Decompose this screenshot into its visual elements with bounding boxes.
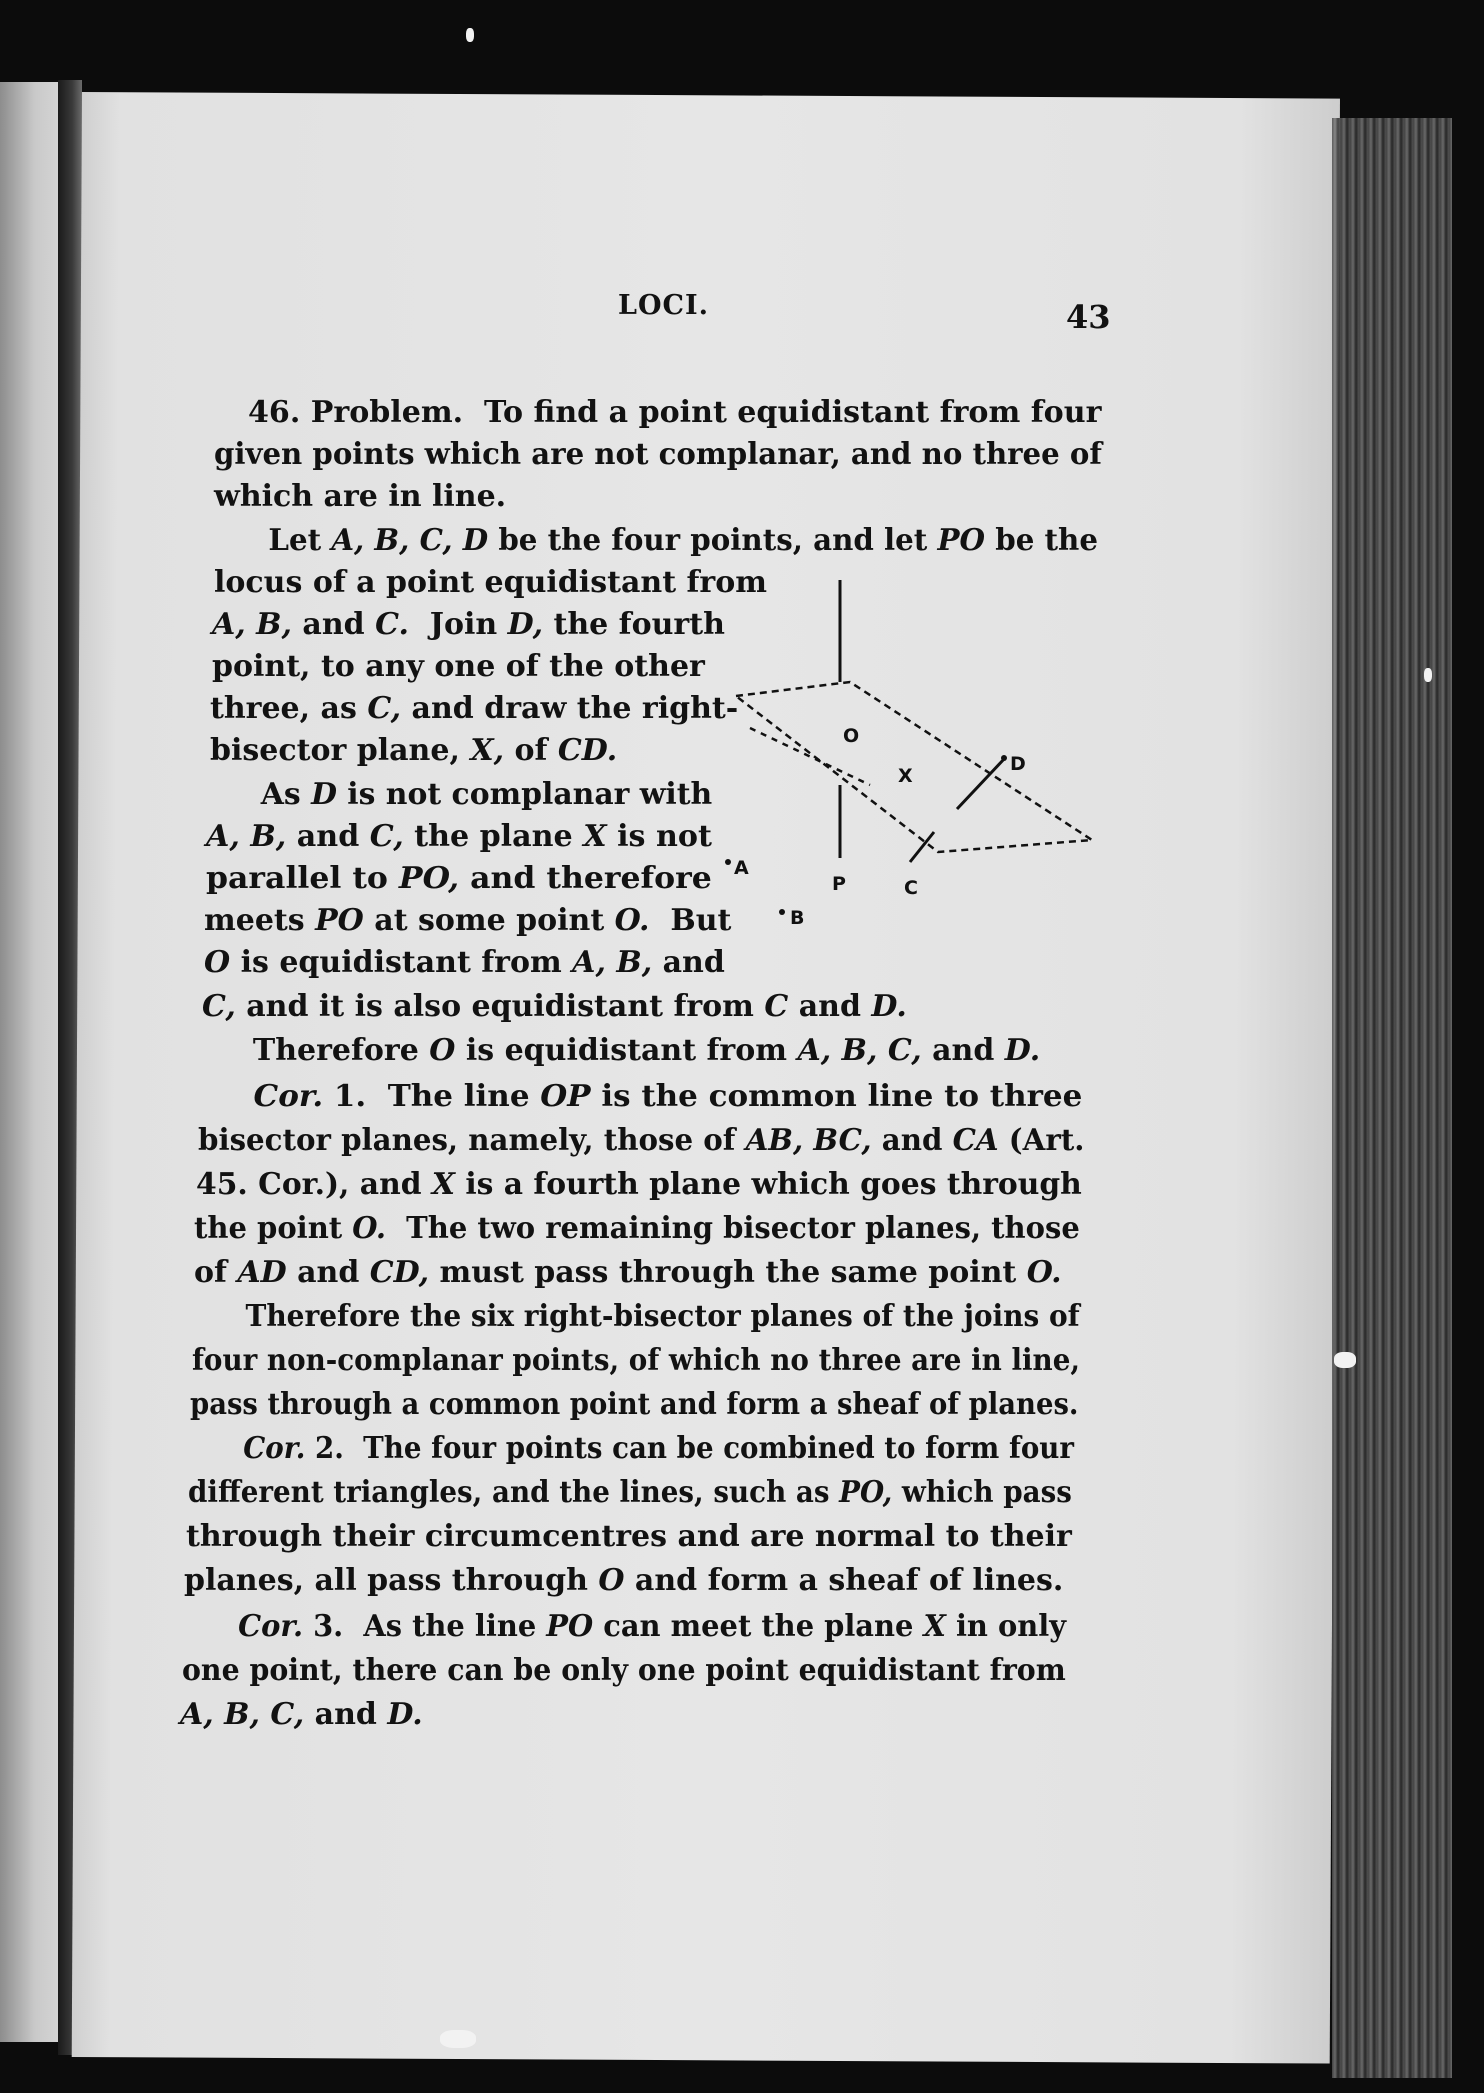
label-p: P bbox=[832, 873, 846, 895]
scan-speck bbox=[1424, 668, 1432, 682]
text-line: 45. Cor.), and X is a fourth plane which goes through bbox=[196, 1167, 1082, 1202]
text-line: one point, there can be only one point equidistant from bbox=[182, 1653, 1066, 1688]
figure-svg bbox=[720, 570, 1100, 940]
text-line: different triangles, and the lines, such as PO, which pass bbox=[188, 1475, 1072, 1510]
text-line: bisector plane, X, of CD. bbox=[210, 733, 618, 768]
text-line: A, B, and C, the plane X is not bbox=[206, 819, 712, 854]
text-line: A, B, C, and D. bbox=[180, 1697, 423, 1732]
text-line: Cor. 3. As the line PO can meet the plane X in only bbox=[238, 1609, 1067, 1644]
text-line: Therefore O is equidistant from A, B, C, and D. bbox=[232, 1033, 1041, 1068]
point-b bbox=[779, 909, 785, 915]
text-line: of AD and CD, must pass through the same point O. bbox=[194, 1255, 1062, 1290]
text-line: given points which are not complanar, and no three of bbox=[214, 437, 1102, 472]
text-line: O is equidistant from A, B, and bbox=[204, 945, 725, 980]
text-line: point, to any one of the other bbox=[212, 649, 705, 684]
text-line: 46. Problem. To find a point equidistant from four bbox=[248, 395, 1102, 430]
page-number: 43 bbox=[1066, 298, 1111, 336]
label-d: D bbox=[1010, 753, 1026, 775]
text-line: Let A, B, C, D be the four points, and let PO be the bbox=[248, 523, 1098, 558]
geometry-figure bbox=[720, 570, 1100, 940]
label-x: X bbox=[898, 765, 913, 787]
text-line: A, B, and C. Join D, the fourth bbox=[212, 607, 725, 642]
running-head: LOCI. bbox=[618, 290, 710, 321]
text-line: locus of a point equidistant from bbox=[214, 565, 767, 600]
scan-speck bbox=[440, 2030, 476, 2048]
text-line: Cor. 2. The four points can be combined to form four bbox=[243, 1431, 1074, 1466]
text-line: parallel to PO, and therefore bbox=[206, 861, 712, 896]
segment-d bbox=[957, 758, 1005, 809]
text-line: three, as C, and draw the right- bbox=[210, 691, 739, 726]
text-line: As D is not complanar with bbox=[240, 777, 713, 812]
text-line: C, and it is also equidistant from C and D. bbox=[202, 989, 907, 1024]
text-line: through their circumcentres and are normal to their bbox=[186, 1519, 1072, 1554]
plane-x-outline bbox=[736, 682, 1092, 852]
label-b: B bbox=[790, 907, 805, 929]
text-line: Therefore the six right-bisector planes of the joins of bbox=[226, 1299, 1080, 1334]
label-c: C bbox=[904, 877, 918, 899]
text-line: meets PO at some point O. But bbox=[204, 903, 732, 938]
scan-speck bbox=[466, 28, 474, 42]
text-line: which are in line. bbox=[214, 479, 507, 514]
label-o: O bbox=[843, 725, 860, 747]
text-line: bisector planes, namely, those of AB, BC, and CA (Art. bbox=[198, 1123, 1085, 1158]
text-line: the point O. The two remaining bisector planes, those bbox=[194, 1211, 1080, 1246]
text-line: four non-complanar points, of which no three are in line, bbox=[192, 1343, 1081, 1378]
text-line: pass through a common point and form a sheaf of planes. bbox=[190, 1387, 1079, 1422]
text-line: planes, all pass through O and form a sheaf of lines. bbox=[184, 1563, 1064, 1598]
text-line: Cor. 1. The line OP is the common line to three bbox=[253, 1079, 1083, 1114]
point-a bbox=[725, 859, 731, 865]
label-a: A bbox=[734, 857, 749, 879]
point-d bbox=[1001, 755, 1007, 761]
scan-speck bbox=[1334, 1352, 1356, 1368]
